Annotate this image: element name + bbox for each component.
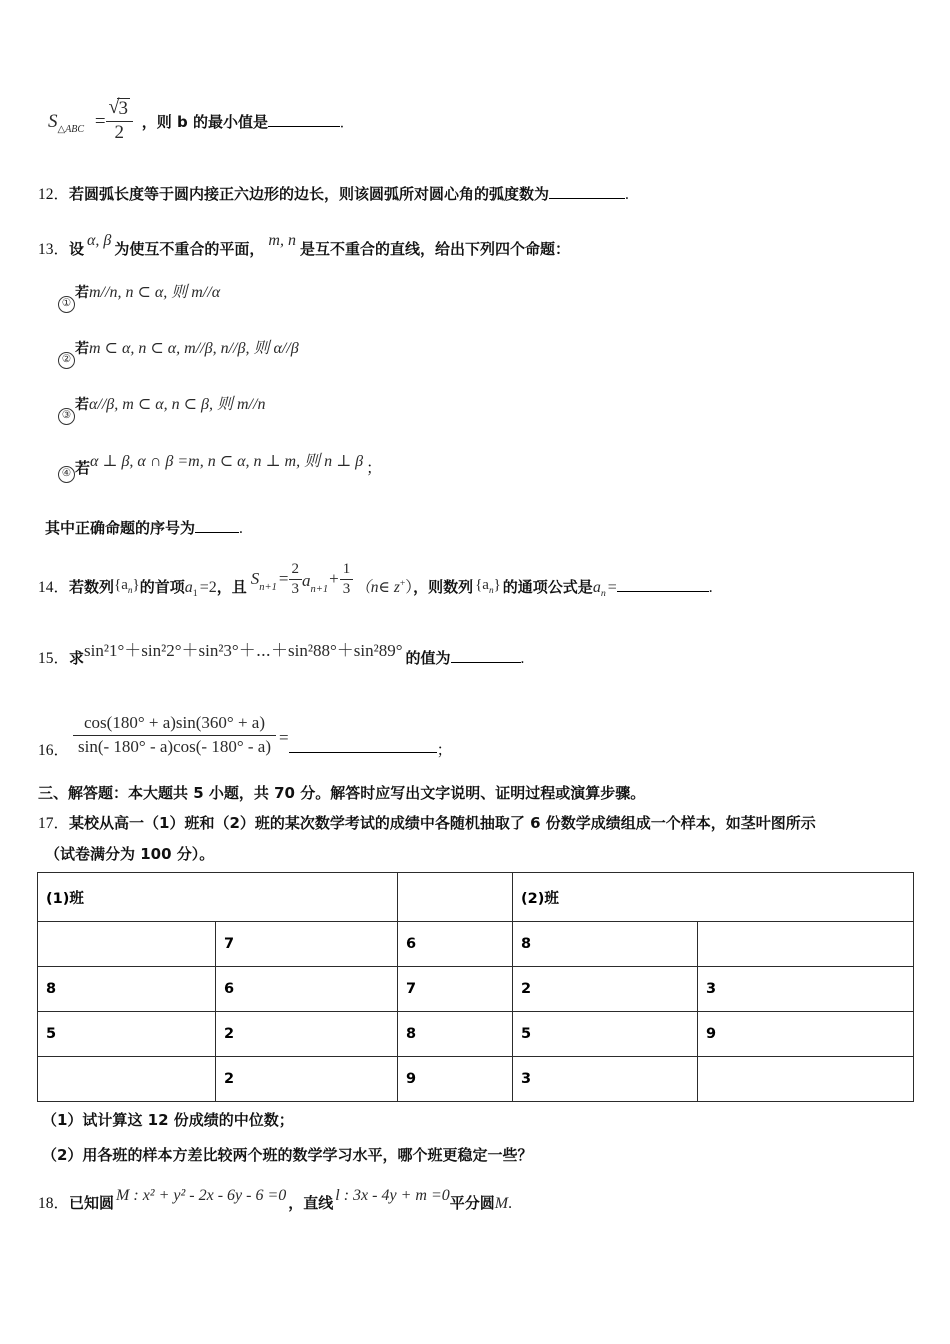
q14-a1-sub: 1 — [192, 588, 198, 600]
q11-s-label: S — [48, 111, 58, 133]
proposition-1 — [58, 284, 221, 311]
q17-text-line-1: 某校从高一（1）班和（2）班的某次数学考试的成绩中各随机抽取了 6 份数学成绩组成一个样本，如茎叶图所示 — [69, 814, 816, 832]
table-cell — [698, 922, 914, 967]
q16-answer-blank[interactable] — [289, 752, 437, 753]
q16-equals: = — [279, 727, 289, 747]
q14-frac2-bot: 3 — [342, 580, 351, 597]
q11-denominator: 2 — [114, 121, 125, 143]
q14-a-term-sub: n+1 — [310, 584, 329, 596]
q12-text: 若圆弧长度等于圆内接正六边形的边长，则该圆弧所对圆心角的弧度数为 — [69, 185, 550, 203]
q14-S-equals: = — [278, 568, 289, 588]
q11-text-after: ，则 b 的最小值是 — [141, 113, 268, 132]
q14-part-4: ，则数列 — [413, 577, 474, 596]
q14-condition-end: ） — [405, 578, 414, 596]
q11-period: . — [339, 114, 344, 132]
proposition-1-body: m//n, n ⊂ α, 则 m//α — [89, 284, 221, 301]
table-cell: 2 — [216, 1057, 398, 1102]
proposition-1-ruo: 若 — [75, 285, 89, 301]
q14-a-term: a — [302, 570, 311, 590]
q14-answer-blank[interactable] — [617, 591, 709, 592]
q16-trailing: ； — [436, 741, 453, 759]
table-cell: 6 — [216, 967, 398, 1012]
table-cell: 2 — [513, 967, 698, 1012]
table-cell: 7 — [216, 922, 398, 967]
q14-seq1-sub: n — [127, 585, 133, 596]
q12-period: . — [625, 186, 629, 203]
q18-tail: 平分圆 — [449, 1194, 495, 1212]
q14-S-sub: n+1 — [259, 582, 277, 594]
q17-number: 17． — [38, 815, 70, 832]
q12-number: 12． — [38, 186, 70, 203]
q15-tail: 的值为 — [405, 649, 451, 667]
proposition-2-ruo: 若 — [75, 341, 89, 357]
q14-part-3: ，且 — [216, 577, 247, 596]
table-cell: 9 — [398, 1057, 513, 1102]
q14-period: . — [708, 578, 713, 596]
q14-number: 14． — [38, 578, 70, 596]
table-cell: 8 — [513, 922, 698, 967]
q17-sub-question-2: （2）用各班的样本方差比较两个班的数学学习水平，哪个班更稳定一些？ — [42, 1146, 533, 1164]
q11-s-subscript: △ABC — [57, 124, 85, 136]
section-3-heading-text: 三、解答题：本大题共 5 小题，共 70 分。解答时应写出文字说明、证明过程或演算步骤。 — [38, 784, 646, 802]
proposition-3-marker: ③ — [58, 408, 75, 425]
question-17-line-2 — [45, 843, 214, 866]
proposition-1-marker: ① — [58, 296, 75, 313]
proposition-4-ruo: 若 — [75, 459, 91, 477]
table-cell — [38, 1057, 216, 1102]
question-15 — [38, 641, 525, 671]
q11-numerator: 3 — [118, 98, 129, 119]
q14-a1-value: =2 — [199, 578, 217, 596]
table-cell: 2 — [216, 1012, 398, 1057]
q13-number: 13． — [38, 241, 70, 258]
q16-number: 16． — [38, 741, 70, 759]
question-11-tail — [48, 100, 344, 146]
question-17-line-1 — [38, 812, 816, 835]
q14-an: a — [592, 578, 601, 596]
q14-condition: （n∈ z — [355, 578, 400, 596]
proposition-4-trailing: ； — [366, 460, 382, 477]
table-cell: 5 — [513, 1012, 698, 1057]
proposition-3-body: α//β, m ⊂ α, n ⊂ β, 则 m//n — [89, 396, 266, 413]
q13-lead-1: 设 — [69, 240, 85, 258]
q18-number: 18． — [38, 1195, 70, 1212]
q16-numerator: cos(180° + a)sin(360° + a) — [73, 714, 276, 736]
q14-seq1-close: } — [132, 576, 140, 593]
q13-answer-blank[interactable] — [195, 532, 239, 533]
stem-leaf-table — [37, 872, 914, 1102]
q17-sub-question-1: （1）试计算这 12 份成绩的中位数； — [42, 1111, 294, 1129]
q14-part-5: 的通项公式是 — [502, 577, 593, 596]
q14-seq2-close: } — [493, 576, 501, 593]
table-cell: 5 — [38, 1012, 216, 1057]
table-cell: 7 — [398, 967, 513, 1012]
proposition-3 — [58, 396, 266, 423]
table-cell — [698, 1057, 914, 1102]
q13-planes: α, β — [87, 232, 112, 249]
table-header-row — [38, 873, 914, 922]
section-3-heading — [38, 782, 645, 805]
q14-plus: + — [329, 568, 339, 588]
q15-qiu: 求 — [69, 649, 85, 667]
table-header-class-2: (2)班 — [513, 873, 914, 922]
proposition-4-marker: ④ — [58, 466, 75, 483]
table-cell: 3 — [698, 967, 914, 1012]
proposition-2 — [58, 340, 299, 367]
q13-lines: m, n — [268, 232, 296, 249]
table-cell: 8 — [398, 1012, 513, 1057]
proposition-4 — [58, 453, 382, 481]
table-header-middle — [398, 873, 513, 922]
question-13-conclusion — [45, 517, 243, 540]
question-16 — [38, 713, 453, 759]
q14-an-sub: n — [600, 588, 606, 600]
q13-lead-3: 是互不重合的直线，给出下列四个命题： — [299, 240, 570, 258]
q14-seq1-open: {a — [114, 576, 128, 593]
q13-conclusion-text: 其中正确命题的序号为 — [45, 519, 196, 537]
question-12 — [38, 183, 629, 206]
q11-answer-blank[interactable] — [268, 126, 340, 127]
proposition-3-ruo: 若 — [75, 397, 89, 413]
q11-equals: = — [94, 111, 106, 133]
q14-frac1-bot: 3 — [291, 580, 299, 597]
q14-frac1-top: 2 — [289, 561, 303, 580]
question-17-sub-2 — [42, 1144, 532, 1167]
proposition-2-body: m ⊂ α, n ⊂ α, m//β, n//β, 则 α//β — [89, 340, 299, 357]
q18-circle-name: M — [494, 1195, 509, 1212]
table-cell — [38, 922, 216, 967]
question-14 — [38, 561, 713, 606]
q14-seq2-sub: n — [488, 585, 494, 596]
q18-lead: 已知圆 — [69, 1194, 115, 1212]
q14-part-2: 的首项 — [139, 577, 185, 596]
q14-frac2-top: 1 — [340, 561, 354, 580]
q15-answer-blank[interactable] — [451, 662, 521, 663]
q14-an-equals: = — [607, 578, 617, 596]
proposition-4-body: α ⊥ β, α ∩ β =m, n ⊂ α, n ⊥ m, 则 n ⊥ β — [90, 453, 364, 470]
q14-seq2-open: {a — [475, 576, 489, 593]
table-row — [38, 922, 914, 967]
q15-number: 15． — [38, 650, 70, 667]
q13-conclusion-period: . — [239, 520, 243, 537]
q12-answer-blank[interactable] — [549, 198, 625, 199]
question-18 — [38, 1187, 512, 1216]
table-cell: 3 — [513, 1057, 698, 1102]
q14-a1: a — [184, 578, 193, 596]
q13-lead-2: 为使互不重合的平面， — [114, 240, 265, 258]
q15-period: . — [520, 650, 525, 667]
table-cell: 9 — [698, 1012, 914, 1057]
q18-period: . — [508, 1195, 512, 1212]
table-row — [38, 967, 914, 1012]
q17-text-line-2: （试卷满分为 100 分）。 — [45, 845, 215, 863]
table-cell: 6 — [398, 922, 513, 967]
table-header-class-1: (1)班 — [38, 873, 398, 922]
q15-expression: sin²1°＋sin²2°＋sin²3°＋⋯＋sin²88°＋sin²89° — [84, 641, 403, 660]
q14-part-1: 若数列 — [69, 577, 115, 596]
q18-circle-equation: M : x² + y² - 2x - 6y - 6 =0 — [116, 1187, 287, 1204]
q14-condition-sup: + — [399, 577, 406, 589]
table-cell: 8 — [38, 967, 216, 1012]
q16-denominator: sin(- 180° - a)cos(- 180° - a) — [78, 736, 271, 756]
question-13-stem — [38, 232, 570, 262]
q18-mid: ，直线 — [288, 1194, 334, 1212]
q14-S-label: S — [250, 568, 260, 588]
table-row — [38, 1057, 914, 1102]
q18-line-equation: l : 3x - 4y + m =0 — [335, 1187, 450, 1204]
question-17-sub-1 — [42, 1109, 294, 1132]
proposition-2-marker: ② — [58, 352, 75, 369]
table-row — [38, 1012, 914, 1057]
